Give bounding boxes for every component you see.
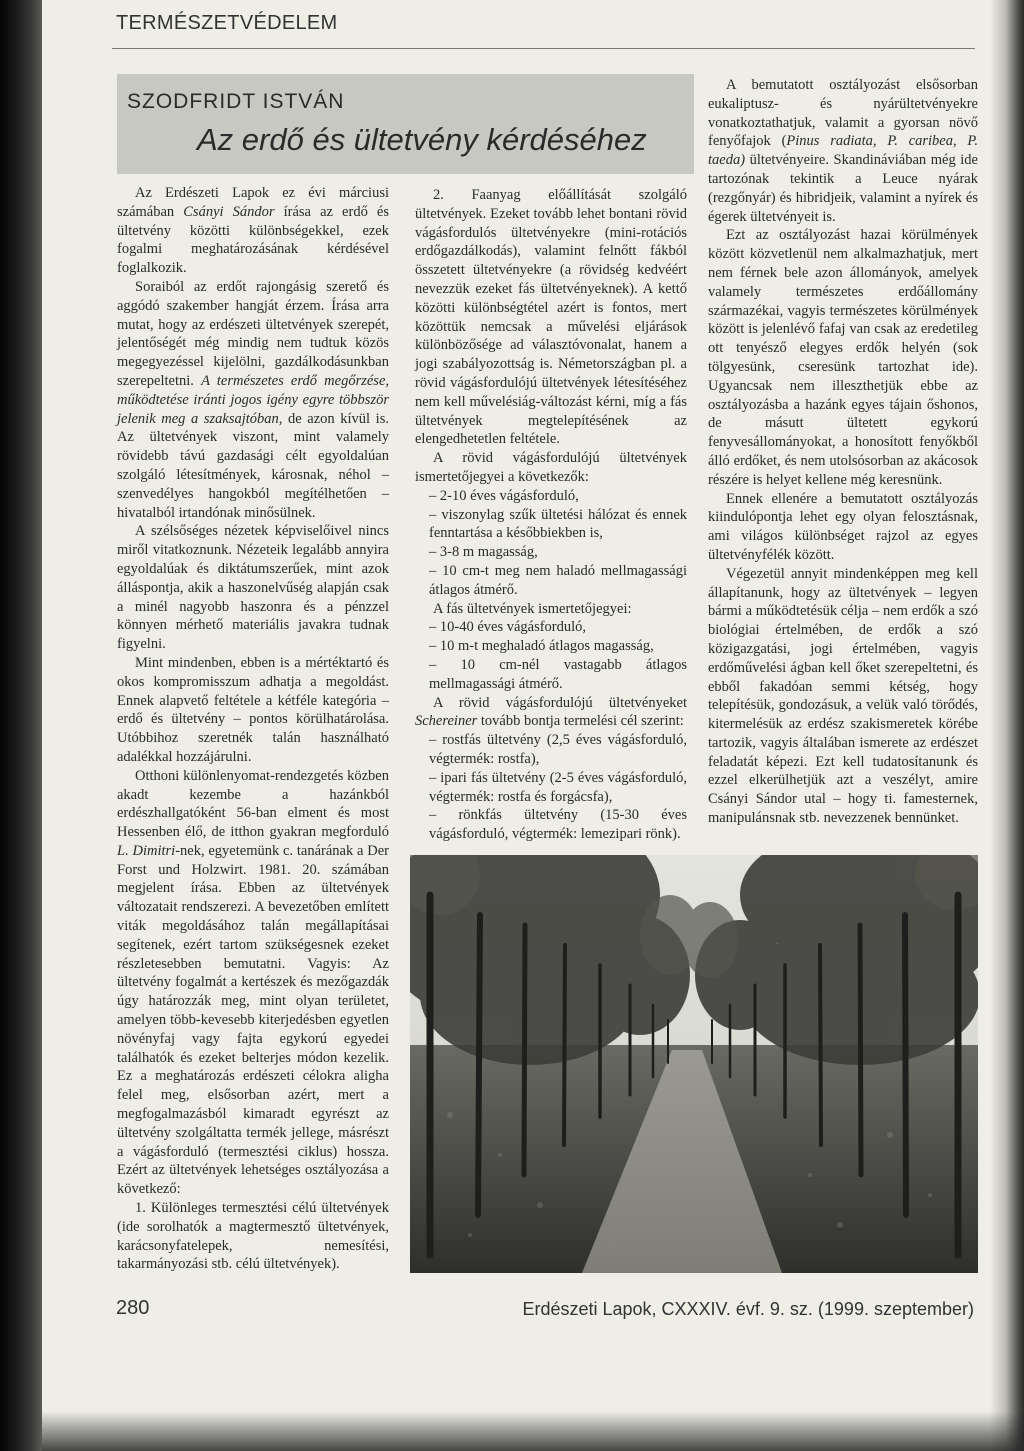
paragraph: 1. Különleges termesztési célú ültetvények (ide sorolhatók a magtermesztő ültetvények, karácsonyfatelepek, nemesítési, takarmányozási stb. célú ültetvények). — [117, 1200, 389, 1273]
article-author: SZODFRIDT ISTVÁN — [127, 90, 345, 113]
poplar-rows-illustration — [410, 855, 978, 1273]
book-spine-shadow — [0, 0, 42, 1451]
paragraph: A rövid vágásfordulójú ültetvények ismertetőjegyei a következők: — [415, 450, 687, 485]
paragraph: Végezetül annyit mindenképpen meg kell állapítanunk, hogy az ültetvények – legyen bármi a működtetésük célja – nem erdők a szó biológiai értelmében, de erdők a szó közigazgatási, jogi értelmében, vagyis erdőművelési ágban kell őket szerepeltetni, és ebből fakadóan semmi kétség, hogy telepítésük, gondozásuk, a velük való törődés, kitermelésük az erdész szakismeretek körébe tartozik, vagyis általában ismerete az erdészet feladatát képezi. Ezt kell tudatosítanunk és ezzel elkerülhetjük azt a veszélyt, amire Csányi Sándor utal – hogy ti. famesternek, manipulánsnak stb. nevezzenek bennünket. — [708, 565, 978, 827]
title-box — [117, 74, 694, 174]
text-column-3 — [708, 76, 978, 828]
article-title: Az erdő és ültetvény kérdéséhez — [197, 122, 647, 157]
journal-citation: Erdészeti Lapok, CXXXIV. évf. 9. sz. (1999. szeptember) — [522, 1299, 974, 1319]
paragraph: Otthoni különlenyomat-rendezgetés közben akadt kezembe a hazánkból erdészhallgatóként 56-ban elment és most Hessenben élő, de itthon gyakran megforduló L. Dimitri-nek, egyetemünk c. tanárának a Der Forst und Holzwirt. 1981. 20. számában megjelent írása. Ebben az ültetvények változatait rendszerezi. A bevezetőben említett viták megoldásához talán megállapításai segítenek, ezért tartom szükségesnek ezeket részletesebben bemutatni. Vagyis: Az ültetvény fogalmát a kertészek és mezőgazdák úgy határozzák meg, mint olyan területet, amelyen több-kevesebb kiterjedésben egyetlen növényfaj vagy fajta egykorú egyedei találhatók és ezeket belterjes módon kezelik. Ez a meghatározás erdészeti célokra aligha felel meg, elsősorban azért, mert a megfogalmazásból kimaradt egyrészt az ültetvény szolgáltatta termék jellege, másrészt a vágásforduló (termesztési ciklus) hossza. Ezért az ültetvények lehetséges osztályozása a következő: — [117, 767, 389, 1198]
list-item: – viszonylag szűk ültetési hálózat és ennek fenntartása a későbbiekben is, — [429, 506, 687, 542]
paragraph: A rövid vágásfordulójú ültetvényeket Schereiner tovább bontja termelési cél szerint: — [415, 694, 687, 730]
paragraph: Ennek ellenére a bemutatott osztályozás kiindulópontja lehet egy olyan felosztásnak, ami világos különbséget rajzol az egyes ültetvényfélék között. — [708, 490, 978, 563]
paragraph: A bemutatott osztályozást elsősorban eukaliptusz- és nyárültetvényekre vonatkoztathatjuk, valamit a gyorsan növő fenyőfajok (Pinus radiata, P. caribea, P. taeda) ültetvényeire. Skandináviában még ide tartozónak tekintik a Leuce nyárak (rezgőnyár) és hibridjeik, valamint a nyírek és égerek ültetvényeit is. — [708, 77, 979, 225]
paragraph: A szélsőséges nézetek képviselőivel nincs miről vitatkoznunk. Nézeteik legalább annyira egyoldalúak és diktátumszerűek, mint azok álláspontja, akik a haszonelvűség alapján csak a minél nagyobb haszonra és a pénzzel könnyen mérhető materiális javakra tudnak figyelni. — [117, 523, 389, 653]
list-item: – 3-8 m magasság, — [429, 544, 538, 561]
list-item: – 10 m-t meghaladó átlagos magasság, — [429, 638, 654, 655]
list-item: – rönkfás ültetvény (15-30 éves vágásforduló, végtermék: lemezipari rönk). — [429, 807, 687, 843]
text-column-1 — [117, 184, 389, 1274]
page-bottom-shadow — [42, 1411, 1024, 1451]
header-rule — [112, 48, 975, 49]
page-edge-shadow — [990, 0, 1024, 1451]
paragraph: A fás ültetvények ismertetőjegyei: — [433, 600, 632, 617]
paragraph: Ezt az osztályozást hazai körülmények között közvetlenül nem alkalmazhatjuk, mert nem férnek bele azon állományok, amelyek valamely természetes erdőállomány származékai, vagyis természetes körülmények között is jelenlévő fafaj van csak az eredetileg ott tenyésző elegyes erdők helyén (sok tölgyesünk, cseresünk tartozhat ide). Ugyancsak nem illeszthetjük ebbe az osztályozásba a hazánk egyes tájain őshonos, de másutt ültetett egykorú fenyvesállományokat, a honosított fenyőkből álló erdőket, és nem utolsósorban az akácosok részére is helyet kellene még keresnünk. — [708, 227, 978, 488]
list-item: – 10 cm-nél vastagabb átlagos mellmagassági átmérő. — [429, 656, 687, 692]
paragraph: 2. Faanyag előállítását szolgáló ültetvények. Ezeket tovább lehet bontani rövid vágásfordulós ültetvényekre (mini-rotációs erdőgazdálkodás), valamint felnőtt fákból összetett ültetvényekre (a rövidség kedvéért nevezzük ezeket fás ültetvényeknek). A kettő közötti különbségtétel azért is fontos, mert közöttük nemcsak a művelési eljárások különbözősége ad választóvonalat, hanem a jogi szabályozottság is. Németországban pl. a rövid vágásfordulójú ültetvények létesítéséhez nem kell művelésiág-változást kérni, míg a fás ültetvények megtelepítésének az elengedhetetlen feltétele. — [415, 187, 687, 448]
list-item: – ipari fás ültetvény (2-5 éves vágásforduló, végtermék: rostfa és forgácsfa), — [429, 769, 687, 805]
list-item: – 10-40 éves vágásforduló, — [429, 619, 587, 636]
plantation-photo — [410, 855, 978, 1273]
paragraph: Az Erdészeti Lapok ez évi márciusi számában Csányi Sándor írása az erdő és ültetvény közötti különbségekkel, ezek fogalmi meghatározásának kérdésével foglalkozik. — [117, 185, 389, 277]
paragraph: Soraiból az erdőt rajongásig szerető és aggódó szakember hangját érzem. Írása arra mutat, hogy az erdészeti ültetvények szerepét, jelentőségét még mindig nem tudtuk közös megegyezéssel kijelölni, gazdálkodásunkban szerepeltetni. A természetes erdő megőrzése, működtetése iránti jogos igény egyre többször jelenik meg a szaksajtóban, de azon kívül is. Az ültetvények viszont, mint valamely rövidebb távú gazdasági célt egyoldalúan szolgáló létesítmények, károsnak, néhol – szenvedélyes hangokból megítélhetően – hivatalból irtandónak minősülnek. — [117, 278, 390, 521]
page-number: 280 — [116, 1297, 150, 1319]
list-item: – 10 cm-t meg nem haladó mellmagassági átlagos átmérő. — [429, 562, 687, 598]
list-item: – rostfás ültetvény (2,5 éves vágásforduló, végtermék: rostfa), — [429, 732, 687, 767]
section-header: TERMÉSZETVÉDELEM — [116, 12, 338, 34]
paragraph: Mint mindenben, ebben is a mértéktartó és okos kompromisszum adhatja a megoldást. Ennek alapvető feltétele a kétféle kategória – erdő és ültetvény – pontos körülhatárolása. Utóbbihoz szeretnék talán használható adalékkal hozzájárulni. — [117, 654, 389, 765]
list-item: – 2-10 éves vágásforduló, — [429, 487, 579, 504]
text-column-2 — [415, 186, 687, 844]
